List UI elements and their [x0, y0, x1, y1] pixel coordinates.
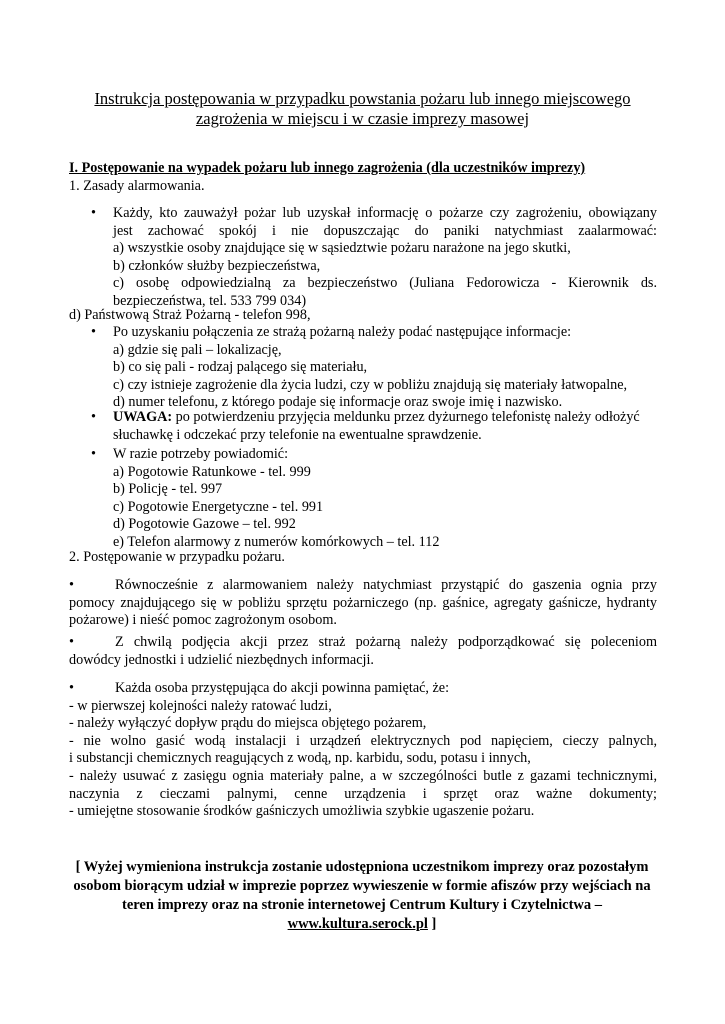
text-line: b) członków służby bezpieczeństwa, [113, 257, 321, 274]
text-line: pomocy znajdującego się w pobliżu sprzętu pożarniczego (np. gaśnice, agregaty gaśnicze, hydranty [69, 594, 657, 611]
text-line: a) gdzie się pali – lokalizację, [113, 341, 282, 358]
text-line: b) Policję - tel. 997 [113, 481, 223, 498]
bullet-icon: • [69, 680, 74, 696]
paragraph [69, 634, 657, 669]
bullet-icon: • [69, 634, 74, 650]
text-line: Z chwilą podjęcia akcji przez straż pożarną należy podporządkować się poleceniom [115, 634, 657, 650]
paragraph [69, 680, 657, 821]
text-line: Po uzyskaniu połączenia ze strażą pożarną należy podać następujące informacje: [113, 324, 572, 340]
text-line: Każdy, kto zauważył pożar lub uzyskał informację o pożarze czy zagrożeniu, obowiązany [113, 205, 657, 221]
list-item: - w pierwszej kolejności należy ratować ludzi, [69, 697, 332, 714]
footer-bracket: ] [427, 916, 437, 932]
text-line: a) wszystkie osoby znajdujące się w sąsiedztwie pożaru narażone na jego skutki, [113, 240, 571, 257]
footer-line: teren imprezy oraz na stronie internetowej Centrum Kultury i Czytelnictwa – [121, 897, 602, 913]
list-item: d) Państwową Straż Pożarną - telefon 998, [69, 307, 311, 323]
text-line: d) numer telefonu, z którego podaje się informacje oraz swoje imię i nazwisko. [113, 394, 563, 411]
page-title [60, 89, 665, 129]
footer-note [62, 858, 662, 934]
text-line: e) Telefon alarmowy z numerów komórkowych – tel. 112 [113, 533, 440, 550]
list-item: - umiejętne stosowanie środków gaśniczych umożliwia szybkie ugaszenie pożaru. [69, 803, 535, 820]
title-line: Instrukcja postępowania w przypadku powstania pożaru lub innego miejscowego [94, 89, 631, 108]
list-item: - nie wolno gasić wodą instalacji i urządzeń elektrycznych pod napięciem, cieczy palnych, [69, 732, 657, 749]
bullet-block [91, 409, 657, 444]
bullet-block [91, 205, 657, 311]
footer-line: [ Wyżej wymieniona instrukcja zostanie udostępniona uczestnikom imprezy oraz pozostałym [75, 859, 649, 875]
text-line: Każda osoba przystępująca do akcji powinna pamiętać, że: [115, 680, 450, 696]
text-line: pożarowe) i nieść pomoc zagrożonym osobom. [69, 612, 337, 629]
text-line: c) Pogotowie Energetyczne - tel. 991 [113, 498, 324, 515]
section-heading: I. Postępowanie na wypadek pożaru lub innego zagrożenia (dla uczestników imprezy) [69, 160, 586, 176]
bullet-block [91, 446, 657, 552]
text-line: bezpieczeństwa, tel. 533 799 034) [113, 292, 307, 309]
text-line: c) czy istnieje zagrożenie dla życia ludzi, czy w pobliżu znajdują się materiały łatwopalne, [113, 376, 628, 393]
text-line: po potwierdzeniu przyjęcia meldunku przez dyżurnego telefonistę należy odłożyć [172, 409, 640, 425]
list-item: i substancji chemicznych reagujących z wodą, np. karbidu, sodu, potasu i innych, [69, 750, 531, 767]
bullet-icon: • [69, 577, 74, 593]
bullet-icon: • [91, 324, 96, 340]
text-line: a) Pogotowie Ratunkowe - tel. 999 [113, 463, 311, 480]
warning-label: UWAGA: [113, 409, 173, 425]
text-line: b) co się pali - rodzaj palącego się materiału, [113, 359, 368, 376]
text-line: jest zachować spokój i nie dopuszczając do paniki natychmiast zaalarmować: [113, 222, 657, 239]
text-line: W razie potrzeby powiadomić: [113, 446, 289, 462]
text-line: c) osobę odpowiedzialną za bezpieczeństwo (Juliana Fedorowicza - Kierownik ds. [113, 275, 657, 292]
list-item: - należy usuwać z zasięgu ognia materiały palne, a w szczególności butle z gazami technicznymi, [69, 767, 657, 784]
website-link[interactable]: www.kultura.serock.pl [287, 916, 428, 932]
text-line: Równocześnie z alarmowaniem należy natychmiast przystąpić do gaszenia ognia przy [115, 577, 657, 593]
text-line: d) Pogotowie Gazowe – tel. 992 [113, 516, 296, 533]
bullet-block [91, 324, 657, 412]
bullet-icon: • [91, 205, 96, 221]
list-heading: 1. Zasady alarmowania. [69, 178, 205, 194]
list-heading: 2. Postępowanie w przypadku pożaru. [69, 549, 285, 565]
list-item: - należy wyłączyć dopływ prądu do miejsca objętego pożarem, [69, 715, 427, 732]
bullet-icon: • [91, 409, 96, 425]
bullet-icon: • [91, 446, 96, 462]
text-line: słuchawkę i odczekać przy telefonie na ewentualne sprawdzenie. [113, 426, 482, 443]
text-line: dowódcy jednostki i udzielić niezbędnych informacji. [69, 651, 374, 668]
title-line: zagrożenia w miejscu i w czasie imprezy masowej [195, 109, 530, 128]
paragraph [69, 577, 657, 630]
list-item: naczynia z cieczami palnymi, cenne urządzenia i sprzęt oraz ważne dokumenty; [69, 785, 657, 802]
footer-line: osobom biorącym udział w imprezie poprzez wywieszenie w formie afiszów przy wejściach na [73, 878, 651, 894]
